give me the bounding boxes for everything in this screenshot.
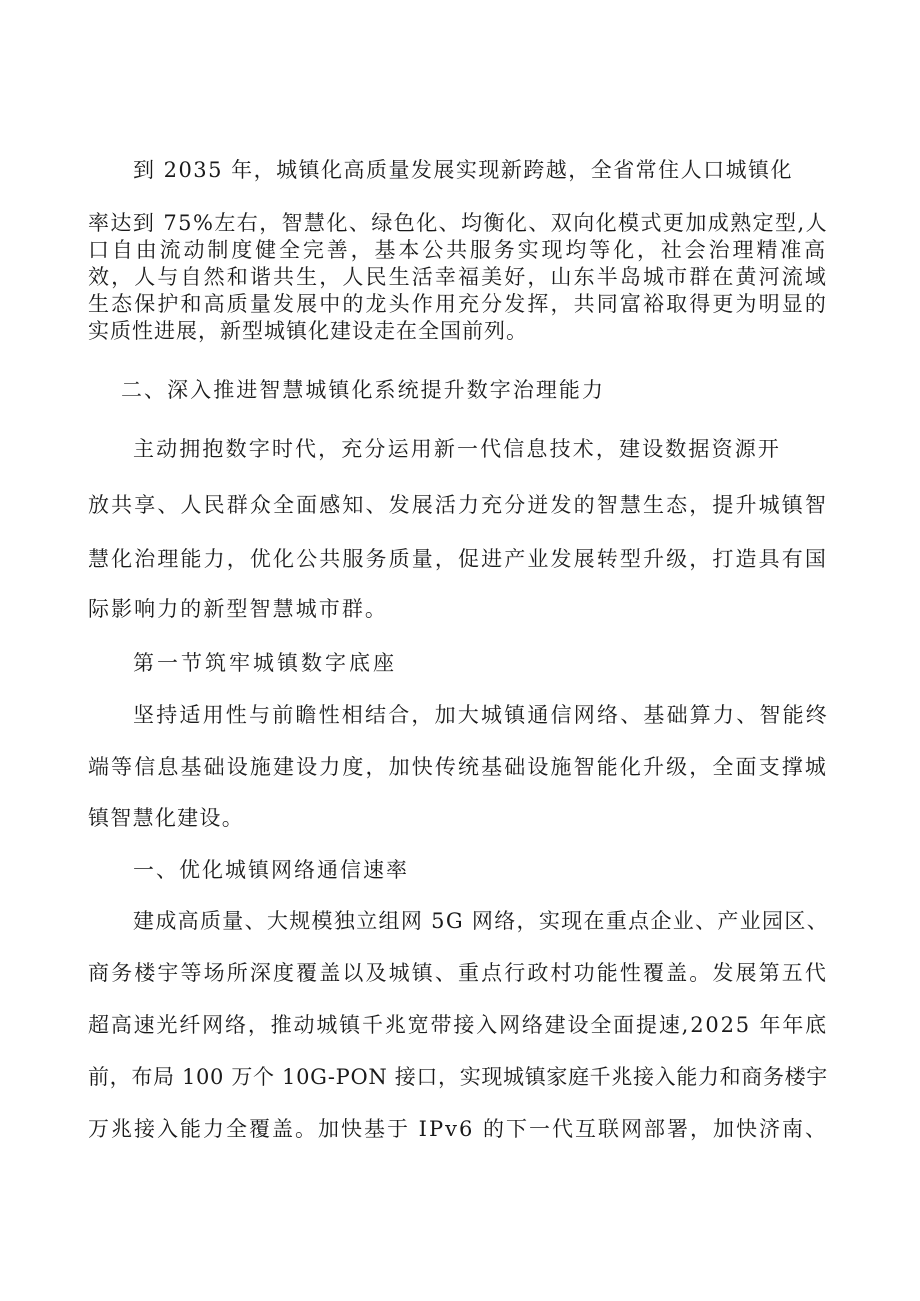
para1-line1: 到 2035 年，城镇化高质量发展实现新跨越，全省常住人口城镇化 xyxy=(133,158,793,182)
para2-line4: 际影响力的新型智慧城市群。 xyxy=(88,597,388,621)
section-heading-2: 第一节筑牢城镇数字底座 xyxy=(133,651,397,675)
para4-line5: 万兆接入能力全覆盖。加快基于 IPv6 的下一代互联网部署，加快济南、 xyxy=(88,1117,828,1141)
section-heading-1: 二、深入推进智慧城镇化系统提升数字治理能力 xyxy=(121,378,606,402)
section-heading-3: 一、优化城镇网络通信速率 xyxy=(133,858,409,882)
para1-line3: 口自由流动制度健全完善，基本公共服务实现均等化，社会治理精准高 xyxy=(88,238,828,262)
para3-line3: 镇智慧化建设。 xyxy=(88,806,245,830)
para1-line5: 生态保护和高质量发展中的龙头作用充分发挥，共同富裕取得更为明显的 xyxy=(88,292,828,316)
para4-line2: 商务楼宇等场所深度覆盖以及城镇、重点行政村功能性覆盖。发展第五代 xyxy=(88,961,828,985)
para2-line2: 放共享、人民群众全面感知、发展活力充分迸发的智慧生态，提升城镇智 xyxy=(88,493,828,517)
para2-line3: 慧化治理能力，优化公共服务质量，促进产业发展转型升级，打造具有国 xyxy=(88,547,828,571)
para2-line1: 主动拥抱数字时代，充分运用新一代信息技术，建设数据资源开 xyxy=(133,437,782,461)
para4-line3: 超高速光纤网络，推动城镇千兆宽带接入网络建设全面提速,2025 年年底 xyxy=(88,1013,828,1037)
para3-line2: 端等信息基础设施建设力度，加快传统基础设施智能化升级，全面支撑城 xyxy=(88,755,828,779)
para4-line1: 建成高质量、大规模独立组网 5G 网络，实现在重点企业、产业园区、 xyxy=(133,909,830,933)
para1-line2: 率达到 75%左右，智慧化、绿色化、均衡化、双向化模式更加成熟定型,人 xyxy=(88,211,829,235)
para3-line1: 坚持适用性与前瞻性相结合，加大城镇通信网络、基础算力、智能终 xyxy=(133,703,829,727)
para4-line4: 前，布局 100 万个 10G-PON 接口，实现城镇家庭千兆接入能力和商务楼宇 xyxy=(88,1065,828,1089)
para1-line6: 实质性进展，新型城镇化建设走在全国前列。 xyxy=(88,319,528,343)
para1-line4: 效，人与自然和谐共生，人民生活幸福美好，山东半岛城市群在黄河流域 xyxy=(88,265,828,289)
